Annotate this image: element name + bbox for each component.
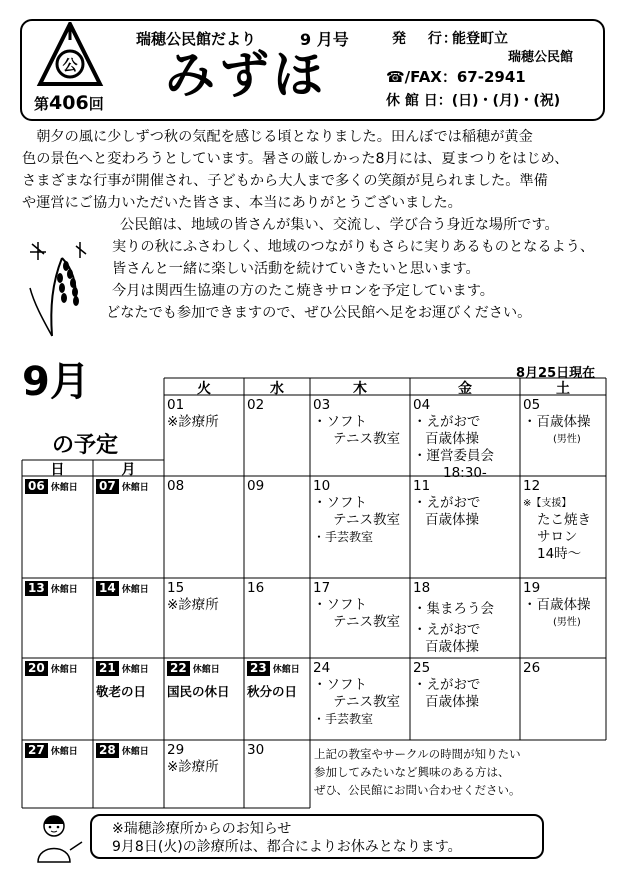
day-cell: 19 ・百歳体操 (男性) xyxy=(523,580,591,628)
weekday-tue: 火 xyxy=(197,381,211,397)
person-illustration xyxy=(30,812,85,864)
weekday-sat: 土 xyxy=(556,381,570,397)
day-cell: 16 xyxy=(247,580,265,596)
day-cell: 18 ・集まろう会 ・えがおで 百歳体操 xyxy=(413,580,494,655)
tel-fax: ☎/FAX：67-2941 xyxy=(386,68,526,86)
masthead-title: みずほ xyxy=(165,46,327,104)
day-cell: 09 xyxy=(247,478,265,494)
publisher: 能登町立 xyxy=(452,31,508,47)
weekday-fri: 金 xyxy=(458,381,472,397)
intro-line: 色の景色へと変わろうとしています。暑さの厳しかった8月には、夏まつりをはじめ、 xyxy=(22,151,569,167)
day-cell: 23 休館日 秋分の日 xyxy=(244,658,310,702)
calendar-title: 9月 xyxy=(22,359,90,405)
day-cell: 25 ・えがおで 百歳体操 xyxy=(413,660,481,710)
day-cell: 12 ※【支援】 たこ焼き サロン 14時～ xyxy=(523,478,591,562)
day-cell: 11 ・えがおで 百歳体操 xyxy=(413,478,481,528)
day-cell: 27 休館日 xyxy=(22,740,93,763)
intro-line: どなたでも参加できますので、ぜひ公民館へ足をお運びください。 xyxy=(106,305,532,321)
intro-line: 朝夕の風に少しずつ秋の気配を感じる頃となりました。田んぼでは稲穂が黄金 xyxy=(22,129,533,145)
holiday-label: 国民の休日 xyxy=(167,684,230,699)
issue-number: 第406回 xyxy=(34,92,104,114)
as-of-date: 8月25日現在 xyxy=(516,366,596,381)
publisher-label: 発 行： xyxy=(392,31,458,47)
day-cell: 06 休館日 xyxy=(22,476,93,499)
intro-line: さまざまな行事が開催され、子どもから大人まで多くの笑顔が見られました。準備 xyxy=(22,173,548,189)
day-cell: 04 ・えがおで 百歳体操 ・運営委員会 18:30- xyxy=(413,397,494,481)
day-cell: 26 xyxy=(523,660,541,676)
day-cell: 15 ※診療所 xyxy=(167,580,219,613)
day-cell: 24 ・ソフト テニス教室 ・手芸教室 xyxy=(313,660,400,726)
day-cell: 20 休館日 xyxy=(22,658,93,681)
day-cell: 02 xyxy=(247,397,265,413)
calendar-note: 上記の教室やサークルの時間が知りたい 参加してみたいなど興味のある方は、 ぜひ、公民館にお問い合わせください。 xyxy=(314,747,521,797)
intro-line: 皆さんと一緒に楽しい活動を続けていきたいと思います。 xyxy=(112,261,480,277)
calendar-subtitle: の予定 xyxy=(52,433,119,458)
notice-body: 9月8日(火)の診療所は、都合によりお休みとなります。 xyxy=(112,839,462,855)
day-cell: 03 ・ソフト テニス教室 xyxy=(313,397,400,447)
weekday-thu: 木 xyxy=(353,381,367,397)
day-cell: 22 休館日 国民の休日 xyxy=(164,658,244,702)
series-title: 瑞穂公民館だより xyxy=(136,30,257,48)
day-cell: 10 ・ソフト テニス教室 ・手芸教室 xyxy=(313,478,400,544)
intro-line: 実りの秋にふさわしく、地域のつながりもさらに実りあるものとなるよう、 xyxy=(112,239,595,255)
weekday-wed: 水 xyxy=(270,381,284,397)
notice-title: ※瑞穂診療所からのお知らせ xyxy=(112,821,292,837)
day-cell: 07 休館日 xyxy=(93,476,164,499)
intro-line: 公民館は、地域の皆さんが集い、交流し、学び合う身近な場所です。 xyxy=(120,217,559,233)
day-cell: 17 ・ソフト テニス教室 xyxy=(313,580,400,630)
month-issue: 9 月号 xyxy=(300,30,349,49)
weekday-sun: 日 xyxy=(50,462,65,478)
weekday-mon: 月 xyxy=(121,462,136,478)
publisher-hall: 瑞穂公民館 xyxy=(508,50,574,65)
day-cell: 05 ・百歳体操 (男性) xyxy=(523,397,591,445)
holiday-label: 秋分の日 xyxy=(247,684,298,699)
day-cell: 30 xyxy=(247,742,265,758)
holiday-label: 敬老の日 xyxy=(96,684,147,699)
logo-char: 公 xyxy=(62,56,78,74)
closed-days: 休 館 日：(日)・(月)・(祝) xyxy=(386,93,561,109)
day-cell: 13 休館日 xyxy=(22,578,93,601)
day-cell: 28 休館日 xyxy=(93,740,164,763)
day-cell: 14 休館日 xyxy=(93,578,164,601)
day-cell: 29 ※診療所 xyxy=(167,742,219,775)
day-cell: 21 休館日 敬老の日 xyxy=(93,658,164,702)
intro-line: 今月は関西生協連の方のたこ焼きサロンを予定しています。 xyxy=(112,283,494,299)
day-cell: 08 xyxy=(167,478,185,494)
intro-line: や運営にご協力いただいた皆さま、本当にありがとうございました。 xyxy=(22,195,462,211)
day-cell: 01 ※診療所 xyxy=(167,397,219,430)
